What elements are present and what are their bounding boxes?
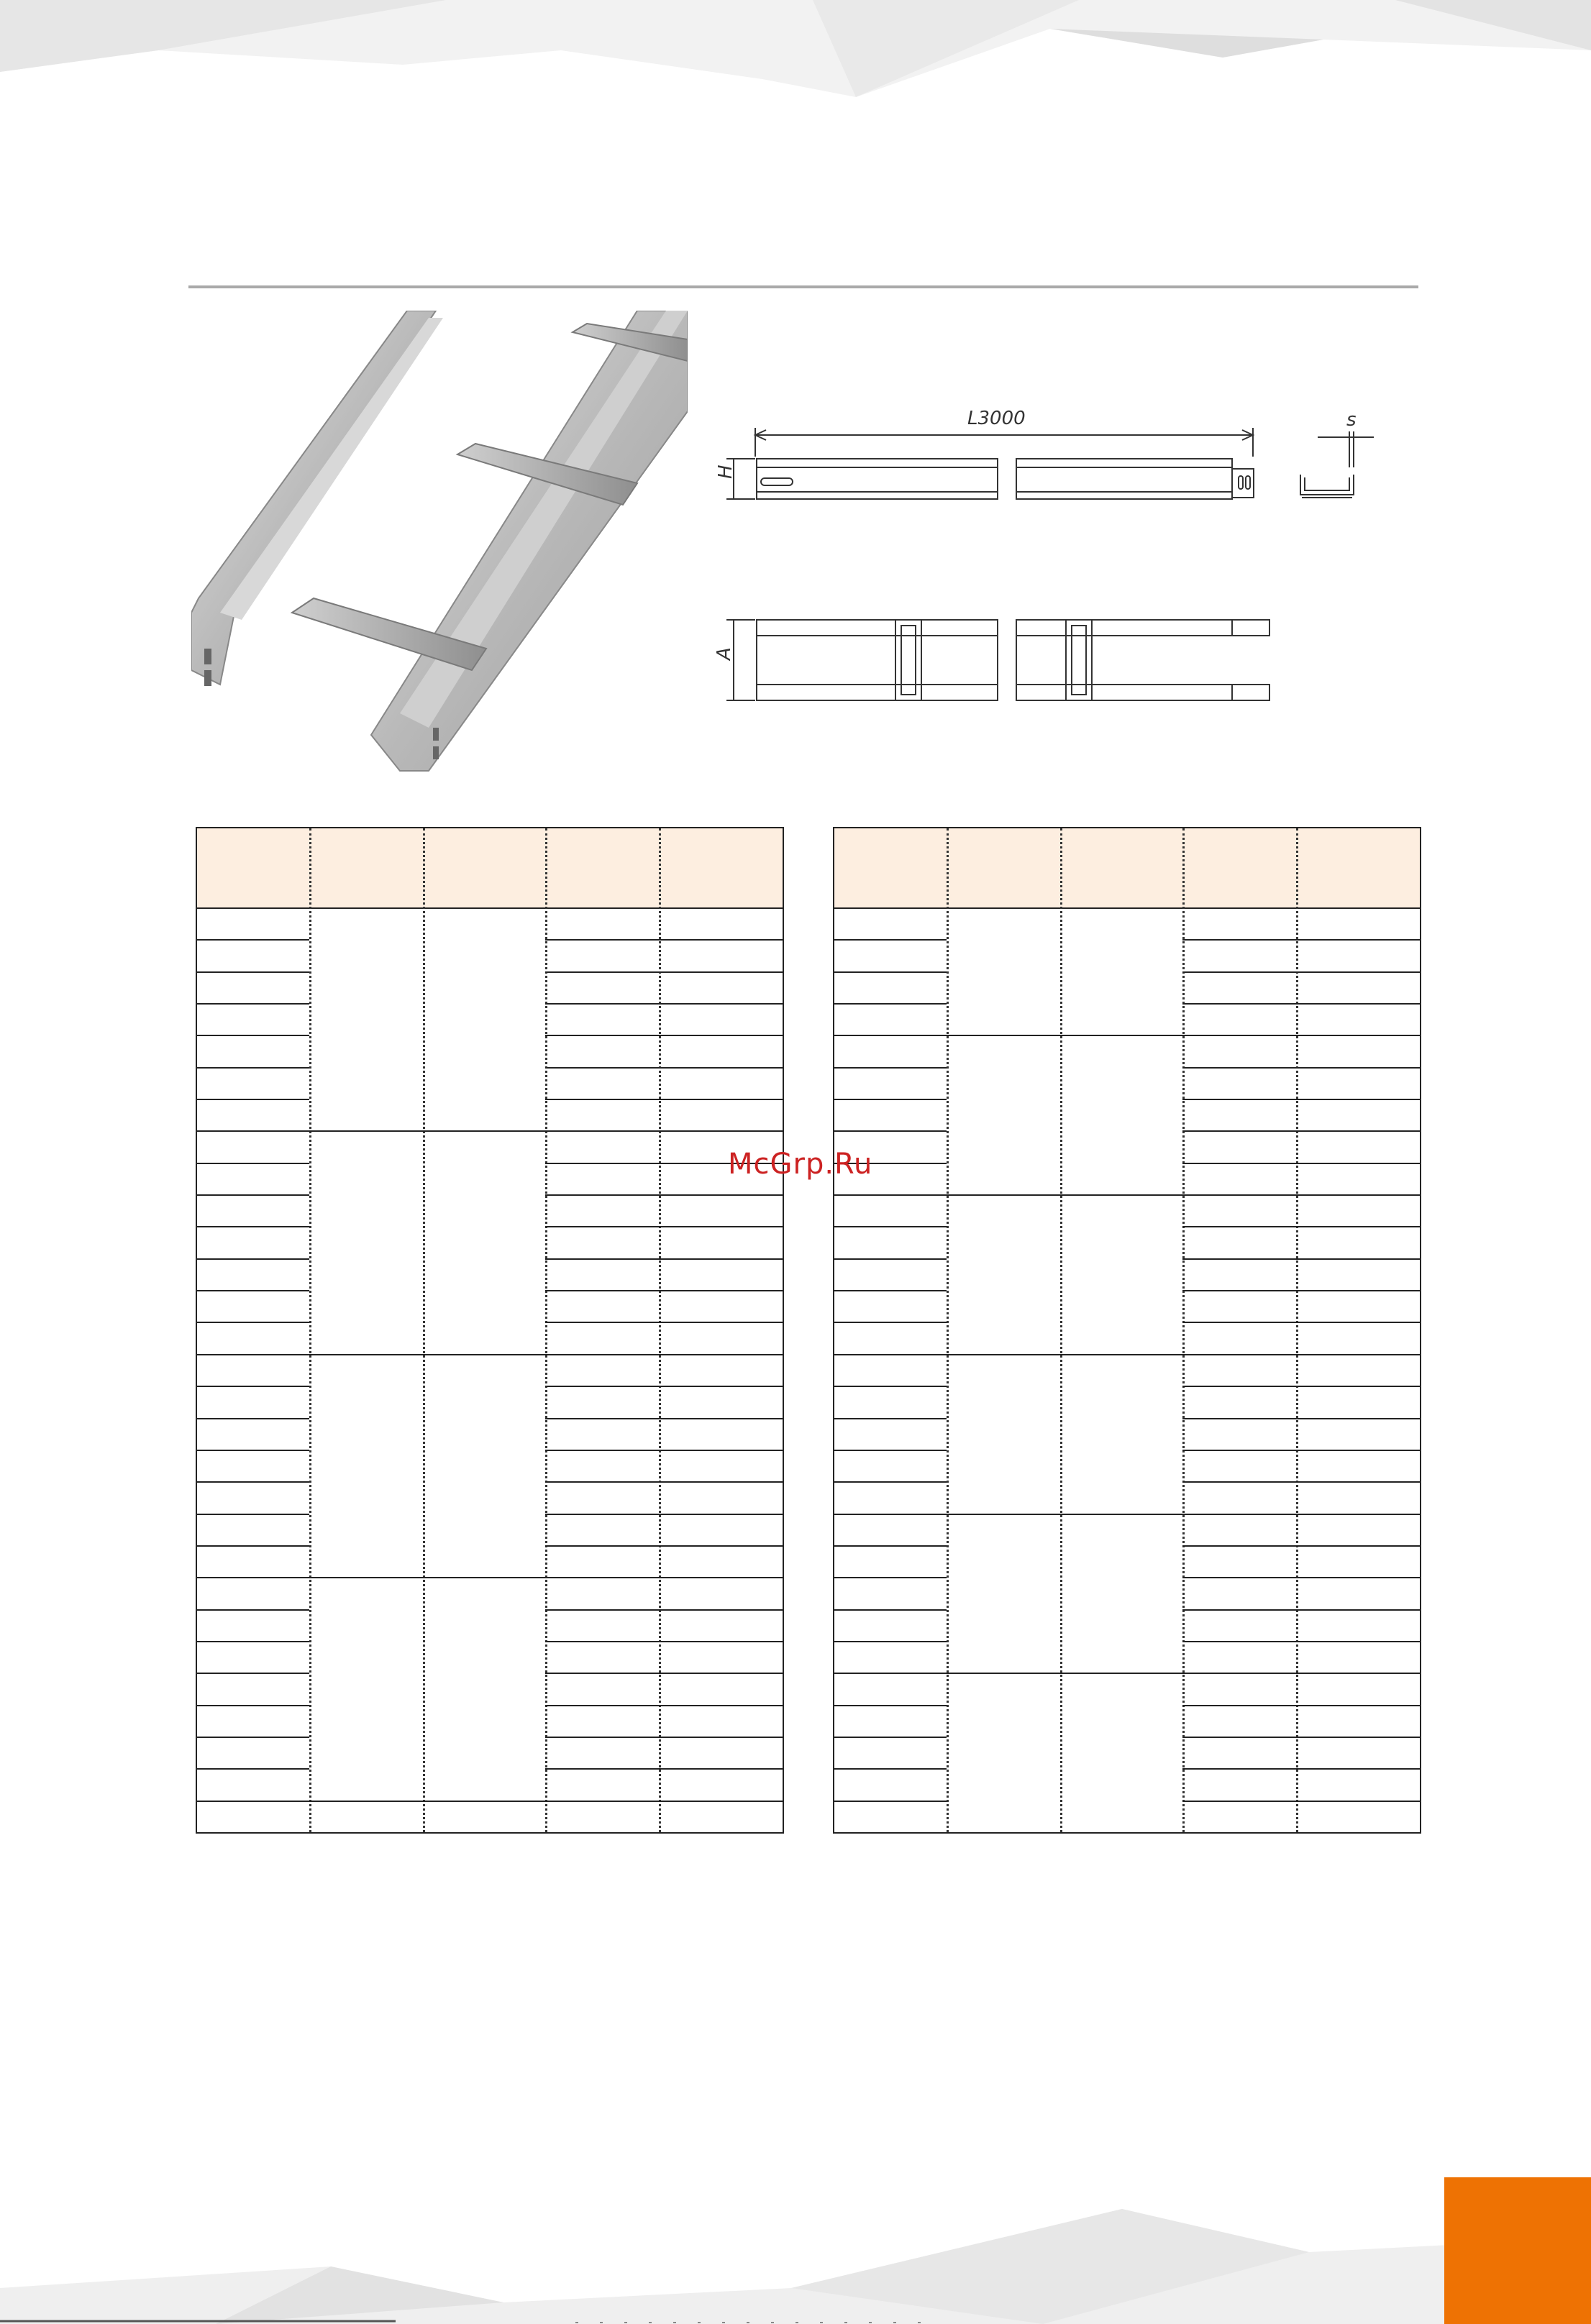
left-table-header <box>197 828 783 909</box>
table-row-line <box>834 1354 947 1355</box>
table-row-line <box>197 1067 309 1069</box>
table-row-line <box>197 1003 309 1005</box>
table-row-line <box>545 1801 783 1802</box>
table-row-line <box>1182 1545 1420 1547</box>
table-row-line <box>545 1130 783 1132</box>
table-row-line <box>197 1194 309 1196</box>
table-row-line <box>947 1194 1182 1196</box>
table-row-line <box>545 1545 783 1547</box>
table-row-line <box>1182 971 1420 973</box>
table-row-line <box>545 1577 783 1578</box>
table-row-line <box>1182 939 1420 941</box>
table-row-line <box>834 1609 947 1611</box>
table-row-line <box>545 1768 783 1770</box>
table-row-line <box>309 1130 545 1132</box>
table-row-line <box>197 1035 309 1036</box>
table-row-line <box>545 1481 783 1483</box>
table-row-line <box>1182 1003 1420 1005</box>
table-row-line <box>197 1322 309 1323</box>
table-row-line <box>545 1673 783 1674</box>
table-row-line <box>309 1577 545 1578</box>
page-corner-tab <box>1444 2177 1591 2324</box>
table-row-line <box>834 1450 947 1451</box>
table-row-line <box>197 971 309 973</box>
technical-drawing <box>698 388 1424 726</box>
table-row-line <box>1182 1067 1420 1069</box>
table-row-line <box>1182 1801 1420 1802</box>
thickness-label: s <box>1346 409 1357 431</box>
table-row-line <box>1182 1322 1420 1323</box>
table-row-line <box>197 1418 309 1419</box>
table-row-line <box>1182 1386 1420 1387</box>
table-row-line <box>834 1768 947 1770</box>
table-row-line <box>1182 1290 1420 1291</box>
table-row-line <box>947 1673 1182 1674</box>
table-row-line <box>545 1226 783 1227</box>
table-row-line <box>834 1035 947 1036</box>
table-row-line <box>1182 1194 1420 1196</box>
table-row-line <box>834 1258 947 1260</box>
table-row-line <box>834 939 947 941</box>
table-row-line <box>545 1035 783 1036</box>
table-row-line <box>545 1354 783 1355</box>
table-row-line <box>197 939 309 941</box>
table-row-line <box>197 1386 309 1387</box>
table-row-line <box>197 1673 309 1674</box>
table-row-line <box>1182 1354 1420 1355</box>
table-row-line <box>834 1481 947 1483</box>
table-row-line <box>545 1609 783 1611</box>
table-row-line <box>834 1290 947 1291</box>
table-row-line <box>834 1514 947 1515</box>
cable-ladder-photo <box>191 311 688 778</box>
table-row-line <box>1182 1258 1420 1260</box>
table-row-line <box>197 1609 309 1611</box>
table-row-line <box>834 1418 947 1419</box>
table-row-line <box>1182 1609 1420 1611</box>
table-row-line <box>1182 1130 1420 1132</box>
table-row-line <box>834 1577 947 1578</box>
length-label: L3000 <box>967 408 1026 429</box>
height-label: H <box>715 465 737 479</box>
table-row-line <box>834 971 947 973</box>
table-row-line <box>197 1258 309 1260</box>
table-row-line <box>545 1099 783 1100</box>
table-row-line <box>197 1641 309 1642</box>
table-row-line <box>545 1290 783 1291</box>
table-row-line <box>1182 1768 1420 1770</box>
table-row-line <box>545 1003 783 1005</box>
table-row-line <box>545 939 783 941</box>
table-row-line <box>834 1099 947 1100</box>
table-row-line <box>1182 1514 1420 1515</box>
table-row-line <box>197 1163 309 1164</box>
table-row-line <box>309 1354 545 1355</box>
table-row-line <box>1182 1035 1420 1036</box>
table-row-line <box>947 1514 1182 1515</box>
table-row-line <box>1182 1450 1420 1451</box>
table-row-line <box>197 1514 309 1515</box>
right-spec-table <box>833 827 1421 1834</box>
table-row-line <box>834 1067 947 1069</box>
table-row-line <box>834 1545 947 1547</box>
table-row-line <box>834 1130 947 1132</box>
table-row-line <box>834 1801 947 1802</box>
table-row-line <box>545 1067 783 1069</box>
table-row-line <box>947 1354 1182 1355</box>
table-row-line <box>834 1322 947 1323</box>
section-rule <box>188 285 1418 288</box>
table-row-line <box>197 1801 309 1802</box>
table-row-line <box>1182 1226 1420 1227</box>
table-row-line <box>834 1226 947 1227</box>
table-row-line <box>545 1450 783 1451</box>
bottom-decoration <box>0 2166 1591 2324</box>
table-row-line <box>197 1545 309 1547</box>
table-row-line <box>545 1737 783 1738</box>
table-row-line <box>545 1258 783 1260</box>
table-row-line <box>197 1450 309 1451</box>
table-row-line <box>545 1386 783 1387</box>
table-row-line <box>197 1481 309 1483</box>
table-row-line <box>947 1035 1182 1036</box>
table-row-line <box>834 1673 947 1674</box>
table-row-line <box>197 1705 309 1706</box>
table-row-line <box>197 1577 309 1578</box>
table-row-line <box>197 1354 309 1355</box>
width-label: A <box>714 647 735 660</box>
table-row-line <box>1182 1737 1420 1738</box>
watermark: McGrp.Ru <box>728 1148 873 1181</box>
table-row-line <box>1182 1577 1420 1578</box>
top-decoration <box>0 0 1591 115</box>
table-row-line <box>197 1130 309 1132</box>
table-row-line <box>834 1003 947 1005</box>
table-row-line <box>1182 1481 1420 1483</box>
table-row-line <box>309 1801 545 1802</box>
table-row-line <box>834 1737 947 1738</box>
table-row-line <box>1182 1673 1420 1674</box>
table-row-line <box>197 1099 309 1100</box>
table-row-line <box>197 1290 309 1291</box>
table-row-line <box>197 1737 309 1738</box>
table-row-line <box>834 1194 947 1196</box>
table-row-line <box>1182 1099 1420 1100</box>
table-row-line <box>1182 1641 1420 1642</box>
left-spec-table <box>196 827 784 1834</box>
table-row-line <box>197 1226 309 1227</box>
table-row-line <box>834 1641 947 1642</box>
table-row-line <box>545 1641 783 1642</box>
table-row-line <box>834 1386 947 1387</box>
table-row-line <box>545 971 783 973</box>
table-row-line <box>545 1418 783 1419</box>
table-row-line <box>545 1322 783 1323</box>
table-row-line <box>545 1194 783 1196</box>
table-row-line <box>834 1705 947 1706</box>
table-row-line <box>1182 1418 1420 1419</box>
right-table-header <box>834 828 1420 909</box>
table-row-line <box>545 1514 783 1515</box>
table-row-line <box>1182 1163 1420 1164</box>
table-row-line <box>197 1768 309 1770</box>
table-row-line <box>545 1705 783 1706</box>
table-row-line <box>1182 1705 1420 1706</box>
